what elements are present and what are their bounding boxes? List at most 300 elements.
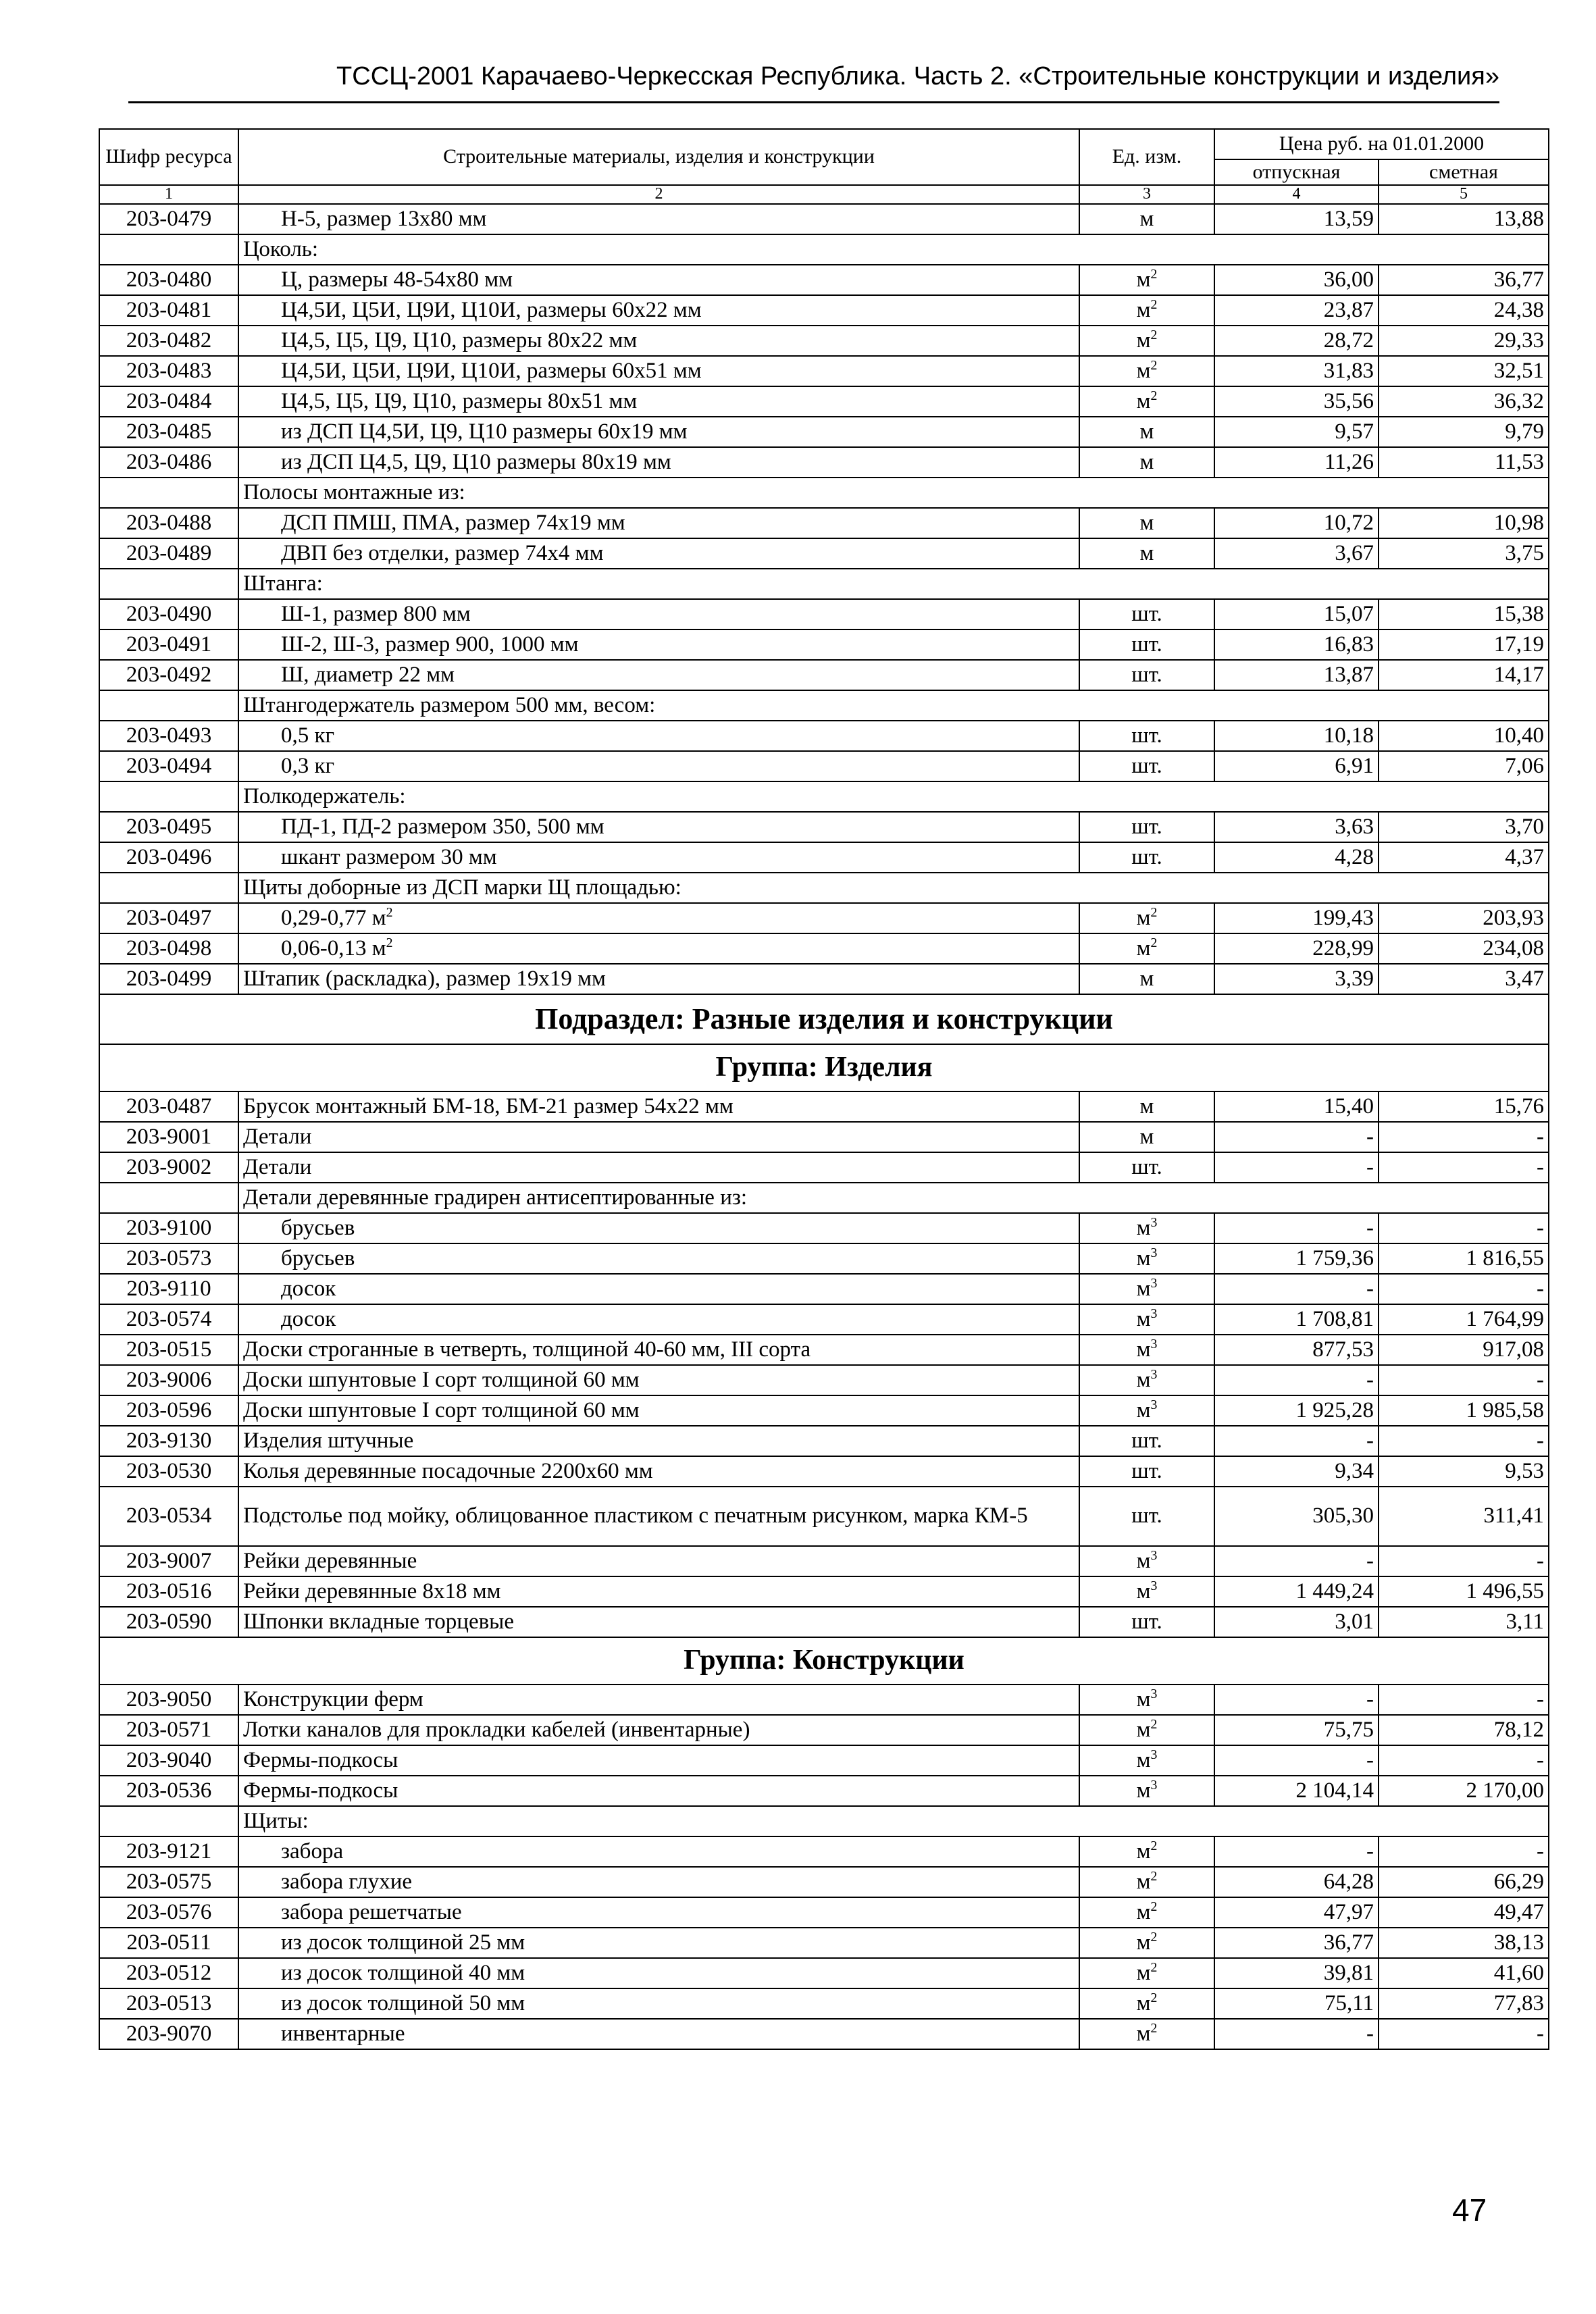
- table-row: [99, 1867, 1549, 1897]
- item-name: [238, 1776, 1079, 1806]
- unit-text: м: [1136, 1990, 1151, 2015]
- column-header-unit: Ед. изм.: [1079, 129, 1214, 185]
- estimate-price: 10,40: [1379, 721, 1549, 751]
- unit-of-measure: [1079, 1576, 1214, 1607]
- table-row: [99, 842, 1549, 873]
- unit-text: м: [1139, 510, 1154, 535]
- table-row: [99, 903, 1549, 933]
- item-name-text: Ц, размеры 48-54х80 мм: [281, 267, 513, 292]
- item-name: [238, 660, 1079, 690]
- resource-code: 203-0490: [99, 599, 238, 629]
- item-name-text: Ц4,5И, Ц5И, Ц9И, Ц10И, размеры 60х22 мм: [281, 297, 702, 322]
- estimate-price: 7,06: [1379, 751, 1549, 781]
- item-name-text: досок: [281, 1276, 336, 1301]
- resource-code: 203-0482: [99, 326, 238, 356]
- group-title: Группа: Изделия: [99, 1044, 1549, 1091]
- release-price: 3,63: [1214, 812, 1379, 842]
- unit-of-measure: [1079, 1607, 1214, 1637]
- column-header-name: Строительные материалы, изделия и конструкции: [238, 129, 1079, 185]
- unit-text: м: [1139, 449, 1154, 474]
- item-name: [238, 933, 1079, 964]
- item-name-text: 0,29-0,77 м: [281, 905, 386, 930]
- estimate-price: -: [1379, 1745, 1549, 1776]
- estimate-price: 1 816,55: [1379, 1243, 1549, 1274]
- unit-superscript: 3: [1150, 1686, 1158, 1701]
- estimate-price: 3,47: [1379, 964, 1549, 994]
- resource-code: 203-0511: [99, 1928, 238, 1958]
- estimate-price: 203,93: [1379, 903, 1549, 933]
- item-name: [238, 842, 1079, 873]
- column-header-code: Шифр ресурса: [99, 129, 238, 185]
- unit-superscript: 2: [1150, 1959, 1158, 1975]
- item-name: [238, 1836, 1079, 1867]
- column-number: 1: [99, 185, 238, 204]
- item-name: [238, 1576, 1079, 1607]
- table-row: [99, 417, 1549, 447]
- unit-text: шт.: [1131, 1609, 1162, 1634]
- table-row: [99, 1152, 1549, 1183]
- table-row: [99, 1685, 1549, 1715]
- unit-text: м: [1136, 1687, 1151, 1712]
- release-price: 1 759,36: [1214, 1243, 1379, 1274]
- estimate-price: 36,77: [1379, 265, 1549, 295]
- estimate-price: -: [1379, 1122, 1549, 1152]
- unit-text: м: [1136, 1717, 1151, 1742]
- release-price: 31,83: [1214, 356, 1379, 386]
- unit-text: м: [1136, 1337, 1151, 1362]
- item-name-text: Изделия штучные: [243, 1428, 414, 1453]
- table-row: [99, 1958, 1549, 1988]
- item-name: [238, 1304, 1079, 1335]
- estimate-price: 311,41: [1379, 1487, 1549, 1546]
- column-number: 3: [1079, 185, 1214, 204]
- item-name: [238, 295, 1079, 326]
- group-code-blank: [99, 234, 238, 265]
- unit-superscript: 2: [1150, 266, 1158, 282]
- unit-superscript: 2: [1150, 357, 1158, 373]
- item-name-text: 0,5 кг: [281, 723, 335, 748]
- item-name-text: Ц4,5, Ц5, Ц9, Ц10, размеры 80х51 мм: [281, 388, 638, 413]
- item-name-text: Ш-1, размер 800 мм: [281, 601, 471, 626]
- release-price: 16,83: [1214, 629, 1379, 660]
- unit-text: м: [1136, 388, 1151, 413]
- estimate-price: 36,32: [1379, 386, 1549, 417]
- item-name-text: Детали: [243, 1154, 312, 1179]
- table-row: [99, 721, 1549, 751]
- item-name-text: 0,3 кг: [281, 753, 335, 778]
- resource-code: 203-0491: [99, 629, 238, 660]
- estimate-price: 917,08: [1379, 1335, 1549, 1365]
- item-name-text: шкант размером 30 мм: [281, 844, 497, 869]
- item-name-text: Штапик (раскладка), размер 19х19 мм: [243, 966, 606, 991]
- estimate-price: 14,17: [1379, 660, 1549, 690]
- release-price: 11,26: [1214, 447, 1379, 478]
- item-name: [238, 1487, 1079, 1546]
- group-caption-row: [99, 478, 1549, 508]
- unit-text: м: [1136, 1869, 1151, 1894]
- release-price: -: [1214, 1122, 1379, 1152]
- unit-of-measure: [1079, 1213, 1214, 1243]
- item-name-text: из досок толщиной 25 мм: [281, 1930, 525, 1955]
- item-name-text: брусьев: [281, 1245, 355, 1270]
- release-price: 10,18: [1214, 721, 1379, 751]
- table-row: [99, 1897, 1549, 1928]
- item-name: [238, 1243, 1079, 1274]
- item-name-text: Конструкции ферм: [243, 1687, 423, 1712]
- table-row: [99, 1607, 1549, 1637]
- table-row: [99, 204, 1549, 234]
- table-row: [99, 812, 1549, 842]
- group-caption: Штанга:: [238, 569, 1549, 599]
- unit-text: м: [1136, 1899, 1151, 1924]
- item-name-text: 0,06-0,13 м: [281, 935, 386, 960]
- estimate-price: 24,38: [1379, 295, 1549, 326]
- item-name-text: инвентарные: [281, 2021, 405, 2046]
- table-row: [99, 751, 1549, 781]
- unit-text: м: [1136, 1839, 1151, 1863]
- table-row: [99, 295, 1549, 326]
- item-name-text: ДВП без отделки, размер 74х4 мм: [281, 540, 604, 565]
- unit-text: м: [1136, 1578, 1151, 1603]
- unit-of-measure: [1079, 265, 1214, 295]
- resource-code: 203-0576: [99, 1897, 238, 1928]
- item-name-text: Доски шпунтовые I сорт толщиной 60 мм: [243, 1367, 640, 1392]
- resource-code: 203-0488: [99, 508, 238, 538]
- item-name-text: Рейки деревянные: [243, 1548, 417, 1573]
- unit-of-measure: [1079, 1867, 1214, 1897]
- unit-of-measure: [1079, 721, 1214, 751]
- release-price: 1 925,28: [1214, 1395, 1379, 1426]
- unit-superscript: 2: [1150, 1716, 1158, 1732]
- estimate-price: 41,60: [1379, 1958, 1549, 1988]
- release-price: 3,39: [1214, 964, 1379, 994]
- item-name: [238, 1897, 1079, 1928]
- release-price: 23,87: [1214, 295, 1379, 326]
- unit-text: м: [1139, 206, 1154, 231]
- resource-code: 203-0486: [99, 447, 238, 478]
- item-name: [238, 1456, 1079, 1487]
- resource-code: 203-9050: [99, 1685, 238, 1715]
- group-code-blank: [99, 1183, 238, 1213]
- unit-superscript: 2: [1150, 904, 1158, 920]
- release-price: 13,59: [1214, 204, 1379, 234]
- group-caption: Штангодержатель размером 500 мм, весом:: [238, 690, 1549, 721]
- estimate-price: 17,19: [1379, 629, 1549, 660]
- release-price: 13,87: [1214, 660, 1379, 690]
- resource-code: 203-9006: [99, 1365, 238, 1395]
- estimate-price: 3,70: [1379, 812, 1549, 842]
- unit-text: м: [1136, 1276, 1151, 1301]
- resource-code: 203-0596: [99, 1395, 238, 1426]
- item-name-text: Ш-2, Ш-3, размер 900, 1000 мм: [281, 632, 579, 657]
- group-code-blank: [99, 569, 238, 599]
- item-name: [238, 447, 1079, 478]
- item-name-text: из досок толщиной 50 мм: [281, 1990, 525, 2015]
- item-name-text: Рейки деревянные 8х18 мм: [243, 1578, 501, 1603]
- table-row: [99, 599, 1549, 629]
- resource-code: 203-9040: [99, 1745, 238, 1776]
- table-row: [99, 1487, 1549, 1546]
- unit-text: м: [1136, 1306, 1151, 1331]
- estimate-price: -: [1379, 1365, 1549, 1395]
- unit-of-measure: [1079, 356, 1214, 386]
- item-name: [238, 1213, 1079, 1243]
- group-caption-row: [99, 234, 1549, 265]
- item-name: [238, 1867, 1079, 1897]
- resource-code: 203-0513: [99, 1988, 238, 2019]
- resource-code: 203-0483: [99, 356, 238, 386]
- unit-superscript: 2: [1150, 1899, 1158, 1914]
- unit-superscript: 3: [1150, 1366, 1158, 1382]
- unit-of-measure: [1079, 599, 1214, 629]
- estimate-price: 3,75: [1379, 538, 1549, 569]
- estimate-price: 32,51: [1379, 356, 1549, 386]
- unit-of-measure: [1079, 1152, 1214, 1183]
- section-title-row: [99, 994, 1549, 1044]
- unit-of-measure: [1079, 1335, 1214, 1365]
- item-name-text: брусьев: [281, 1215, 355, 1240]
- unit-text: м: [1136, 1245, 1151, 1270]
- unit-text: м: [1136, 1778, 1151, 1803]
- release-price: 305,30: [1214, 1487, 1379, 1546]
- unit-of-measure: [1079, 1988, 1214, 2019]
- release-price: 36,77: [1214, 1928, 1379, 1958]
- release-price: 10,72: [1214, 508, 1379, 538]
- unit-of-measure: [1079, 1426, 1214, 1456]
- group-title-row: [99, 1044, 1549, 1091]
- estimate-price: -: [1379, 2019, 1549, 2049]
- item-name: [238, 1152, 1079, 1183]
- release-price: 64,28: [1214, 1867, 1379, 1897]
- group-caption: Щиты:: [238, 1806, 1549, 1836]
- estimate-price: 77,83: [1379, 1988, 1549, 2019]
- table-row: [99, 1335, 1549, 1365]
- unit-text: шт.: [1131, 753, 1162, 778]
- unit-text: м: [1136, 905, 1151, 930]
- unit-superscript: 2: [1150, 1838, 1158, 1853]
- item-name: [238, 1274, 1079, 1304]
- estimate-price: -: [1379, 1274, 1549, 1304]
- release-price: 4,28: [1214, 842, 1379, 873]
- release-price: -: [1214, 1365, 1379, 1395]
- unit-of-measure: [1079, 1456, 1214, 1487]
- item-name-text: Фермы-подкосы: [243, 1747, 398, 1772]
- unit-text: шт.: [1131, 1458, 1162, 1483]
- item-name: [238, 1958, 1079, 1988]
- resource-code: 203-9001: [99, 1122, 238, 1152]
- resource-code: 203-9100: [99, 1213, 238, 1243]
- table-row: [99, 1243, 1549, 1274]
- unit-superscript: 2: [1150, 1868, 1158, 1884]
- item-name: [238, 2019, 1079, 2049]
- unit-text: м: [1136, 1960, 1151, 1985]
- release-price: -: [1214, 1274, 1379, 1304]
- group-code-blank: [99, 690, 238, 721]
- unit-text: м: [1139, 1124, 1154, 1149]
- unit-superscript: 2: [1150, 935, 1158, 950]
- estimate-price: 234,08: [1379, 933, 1549, 964]
- unit-of-measure: [1079, 508, 1214, 538]
- estimate-price: 9,53: [1379, 1456, 1549, 1487]
- release-price: 1 449,24: [1214, 1576, 1379, 1607]
- table-row: [99, 1988, 1549, 2019]
- table-row: [99, 1091, 1549, 1122]
- unit-superscript: 2: [1150, 297, 1158, 312]
- release-price: -: [1214, 1836, 1379, 1867]
- item-name-superscript: 2: [386, 935, 393, 950]
- release-price: 9,34: [1214, 1456, 1379, 1487]
- unit-of-measure: [1079, 1122, 1214, 1152]
- group-caption: Детали деревянные градирен антисептированные из:: [238, 1183, 1549, 1213]
- item-name-text: Н-5, размер 13х80 мм: [281, 206, 487, 231]
- table-row: [99, 629, 1549, 660]
- item-name-text: забора глухие: [281, 1869, 413, 1894]
- item-name: [238, 1715, 1079, 1745]
- estimate-price: 15,76: [1379, 1091, 1549, 1122]
- resource-code: 203-0492: [99, 660, 238, 690]
- unit-text: шт.: [1131, 632, 1162, 657]
- unit-text: м: [1136, 1930, 1151, 1955]
- unit-of-measure: [1079, 295, 1214, 326]
- unit-of-measure: [1079, 1274, 1214, 1304]
- unit-text: шт.: [1131, 662, 1162, 687]
- item-name: [238, 1546, 1079, 1576]
- resource-code: 203-0512: [99, 1958, 238, 1988]
- release-price: 39,81: [1214, 1958, 1379, 1988]
- item-name-text: Ц4,5И, Ц5И, Ц9И, Ц10И, размеры 60х51 мм: [281, 358, 702, 383]
- unit-of-measure: [1079, 1487, 1214, 1546]
- table-row: [99, 1304, 1549, 1335]
- unit-of-measure: [1079, 812, 1214, 842]
- release-price: 6,91: [1214, 751, 1379, 781]
- group-code-blank: [99, 1806, 238, 1836]
- unit-text: шт.: [1131, 844, 1162, 869]
- item-name: [238, 964, 1079, 994]
- table-row: [99, 1576, 1549, 1607]
- unit-of-measure: [1079, 1365, 1214, 1395]
- item-name-text: Фермы-подкосы: [243, 1778, 398, 1803]
- estimate-price: -: [1379, 1836, 1549, 1867]
- estimate-price: -: [1379, 1685, 1549, 1715]
- group-caption: Цоколь:: [238, 234, 1549, 265]
- unit-text: м: [1136, 1397, 1151, 1422]
- table-row: [99, 326, 1549, 356]
- resource-code: 203-0495: [99, 812, 238, 842]
- release-price: -: [1214, 2019, 1379, 2049]
- table-row: [99, 1365, 1549, 1395]
- release-price: -: [1214, 1152, 1379, 1183]
- unit-of-measure: [1079, 629, 1214, 660]
- item-name: [238, 1685, 1079, 1715]
- unit-superscript: 3: [1150, 1397, 1158, 1412]
- release-price: 36,00: [1214, 265, 1379, 295]
- estimate-price: 11,53: [1379, 447, 1549, 478]
- unit-of-measure: [1079, 842, 1214, 873]
- resource-code: 203-0590: [99, 1607, 238, 1637]
- table-row: [99, 1395, 1549, 1426]
- unit-superscript: 3: [1150, 1547, 1158, 1563]
- table-row: [99, 447, 1549, 478]
- estimate-price: 4,37: [1379, 842, 1549, 873]
- resource-code: 203-0496: [99, 842, 238, 873]
- resource-code: 203-0534: [99, 1487, 238, 1546]
- column-number: 5: [1379, 185, 1549, 204]
- resource-code: 203-0479: [99, 204, 238, 234]
- unit-superscript: 3: [1150, 1306, 1158, 1321]
- resource-code: 203-0575: [99, 1867, 238, 1897]
- unit-text: м: [1136, 935, 1151, 960]
- unit-of-measure: [1079, 326, 1214, 356]
- resource-code: 203-0481: [99, 295, 238, 326]
- release-price: -: [1214, 1685, 1379, 1715]
- release-price: -: [1214, 1213, 1379, 1243]
- estimate-price: -: [1379, 1152, 1549, 1183]
- unit-superscript: 3: [1150, 1777, 1158, 1793]
- unit-superscript: 2: [1150, 1929, 1158, 1945]
- item-name: [238, 903, 1079, 933]
- resource-code: 203-0489: [99, 538, 238, 569]
- unit-of-measure: [1079, 1897, 1214, 1928]
- estimate-price: -: [1379, 1426, 1549, 1456]
- unit-of-measure: [1079, 1304, 1214, 1335]
- item-name: [238, 538, 1079, 569]
- table-row: [99, 265, 1549, 295]
- unit-superscript: 3: [1150, 1336, 1158, 1352]
- unit-of-measure: [1079, 1395, 1214, 1426]
- resource-code: 203-0487: [99, 1091, 238, 1122]
- release-price: 75,11: [1214, 1988, 1379, 2019]
- group-caption-row: [99, 873, 1549, 903]
- item-name: [238, 812, 1079, 842]
- unit-of-measure: [1079, 903, 1214, 933]
- unit-text: м: [1139, 419, 1154, 444]
- item-name-text: из ДСП Ц4,5И, Ц9, Ц10 размеры 60х19 мм: [281, 419, 688, 444]
- unit-superscript: 3: [1150, 1214, 1158, 1230]
- release-price: 47,97: [1214, 1897, 1379, 1928]
- item-name: [238, 417, 1079, 447]
- unit-of-measure: [1079, 933, 1214, 964]
- estimate-price: 13,88: [1379, 204, 1549, 234]
- estimate-price: -: [1379, 1546, 1549, 1576]
- resource-code: 203-0516: [99, 1576, 238, 1607]
- section-title: Подраздел: Разные изделия и конструкции: [99, 994, 1549, 1044]
- unit-superscript: 2: [1150, 1990, 1158, 2005]
- unit-superscript: 3: [1150, 1245, 1158, 1260]
- item-name: [238, 1928, 1079, 1958]
- table-row: [99, 1776, 1549, 1806]
- group-caption-row: [99, 781, 1549, 812]
- unit-text: шт.: [1131, 814, 1162, 839]
- resource-code: 203-0493: [99, 721, 238, 751]
- item-name: [238, 1607, 1079, 1637]
- item-name-text: Лотки каналов для прокладки кабелей (инвентарные): [243, 1717, 750, 1742]
- unit-superscript: 3: [1150, 1275, 1158, 1291]
- price-table: [99, 128, 1549, 2050]
- unit-of-measure: [1079, 1243, 1214, 1274]
- unit-text: шт.: [1131, 1428, 1162, 1453]
- table-row: [99, 964, 1549, 994]
- page-header: ТССЦ-2001 Карачаево-Черкесская Республика. Часть 2. «Строительные конструкции и изделия»: [336, 62, 1499, 91]
- item-name-text: Брусок монтажный БМ-18, БМ-21 размер 54х22 мм: [243, 1094, 733, 1119]
- table-row: [99, 356, 1549, 386]
- release-price: 15,40: [1214, 1091, 1379, 1122]
- resource-code: 203-0480: [99, 265, 238, 295]
- item-name: [238, 1395, 1079, 1426]
- unit-superscript: 2: [1150, 388, 1158, 403]
- item-name: [238, 1335, 1079, 1365]
- resource-code: 203-9121: [99, 1836, 238, 1867]
- resource-code: 203-0574: [99, 1304, 238, 1335]
